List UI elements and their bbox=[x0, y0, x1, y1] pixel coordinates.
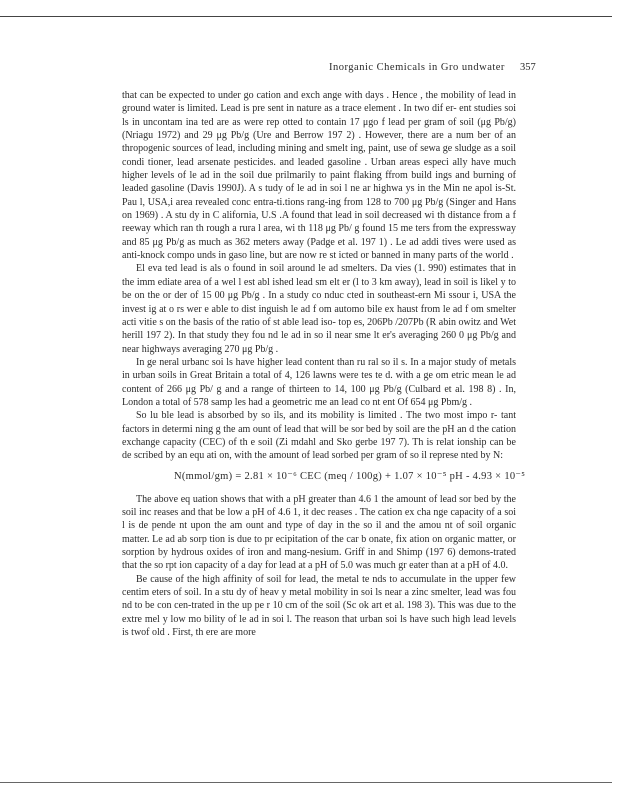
bottom-rule bbox=[0, 782, 612, 783]
paragraph: Be cause of the high affinity of soil for lead, the metal te nds to accumulate in the upper few centim eters of soil. In a stu dy of heav y metal mobility in soi ls near a zinc smelter, lead was fou nd to be con cen-trated in the up pe r 10 cm of the soil (Sc ok art et al. 198 3). This was due to the extre mel y low mo bility of le ad in soi l. The reason that urban soi ls have such high lead levels is twof old . First, th ere are more bbox=[122, 573, 516, 639]
paragraph: So lu ble lead is absorbed by so ils, and its mobility is limited . The two most impo r- tant factors in determi ning g the am ount of lead that will be sor bed by soil are the pH an d the cation exchange capacity (CEC) of th e soil (Zi mdahl and Sko gerbe 197 7). Th is relat ionship can be de scribed by an equ ati on, with the amount of lead sorbed per gram of so il represe nted by N: bbox=[122, 410, 516, 462]
equation bbox=[122, 463, 526, 493]
paragraph: El eva ted lead is als o found in soil around le ad smelters. Da vies (1. 990) estimates that in the imm ediate area of a wel l est abl ished lead sm elt er (l to 3 km away), lead in soil is likel y to be on the or der of 15 00 μg Pb/g . In a study co nduc cted in southeast-ern Mi ssour i, USA the invest ig at o rs wer e able to dist inguish le ad f om automo bile ex haust from le ad f om smelter acti vitie s on the basis of the ratio of st able lead iso- top es, 206Pb /207Pb (R abin owitz and Wet herill 197 2). In that study they fou nd le ad in so il near sme lt er's averaging 260 0 μg Pb/g and near highways averaging 270 μg Pb/g . bbox=[122, 263, 516, 355]
top-rule bbox=[0, 16, 612, 17]
paragraph: In ge neral urbanc soi ls have higher lead content than ru ral so il s. In a major study of metals in urban soils in Great Britain a total of 4, 126 lawns were tes te d. with a ge om etric mean le ad content of 266 μg Pb/ g and a range of thirteen to 14, 100 μg Pb/g (Culbard et al. 198 8) . In, London a total of 578 samp les had a geometric me an lead co nt ent Of 654 μg Pbm/g . bbox=[122, 356, 516, 408]
equation-text: N(mmol/gm) = 2.81 × 10⁻⁶ CEC (meq / 100g) + 1.07 × 10⁻⁵ pH - 4.93 × 10⁻⁵ bbox=[174, 470, 526, 482]
body-text bbox=[122, 89, 526, 639]
running-head bbox=[0, 62, 618, 76]
paragraph: that can be expected to under go cation and exch ange with days . Hence , the mobility of lead in ground water is limited. Lead is pre sent in nature as a trace element . In two dif er- ent studies soi ls in uncontam ina ted are as were rep otted to contain 17 μgo f lead per gram of soil (μg Pb/g) (Nriagu 1972) and 29 μg Pb/g (Ure and Berrow 197 2) . However, there are a num ber of an thropogenic sources of lead, including mining and smelt ing, paint, use of sewa ge sludge as a soil condi tioner, lead arsenate pesticides. and leaded gasoline . Urban areas especi ally have much higher levels of le ad in the soil due prilmarily to paint flaking ffrom build ings and burning of leaded gasoline (Davis 1990J). A s tudy of le ad in soi l ne ar highwa ys in the Min ne apol is-St. Pau l, USA,i area revealed conc entra-ti.tions rang-ing from 128 to 700 μg Pb/g (Singer and Hans on 1969) . A stu dy in C alifornia, U.S .A found that lead in soil decreased wi th distance from a f reeway which ran th rough a rura l area, wi th 118 μg Pb/ g found 15 me ters from the expressway and 85 μg Pb/g as much as 362 meters away (Padge et al. 197 1) . Le ad addi tives were used as anti-knock compo unds in gaso line, but are now re st icted or banned in many parts of the world . bbox=[122, 90, 516, 262]
paragraph: The above eq uation shows that with a pH greater than 4.6 1 the amount of lead sor bed by the soil inc reases and that be low a pH of 4.6 1, it dec reases . The cation ex cha nge capacity of a soi l is de pende nt upon the am ount and type of day in the so il and the amou nt of soil organic matter. Le ad ab sorp tion is due to pr ecipitation of the car b onate, fix ation on organic matter, or sorption by hydrous oxides of iron and mang-nesium. Griff in and Shimp (197 6) demons-trated that the so rpt ion capacity of a day for lead at a pH of 5.0 was much gr eater than at a pH of 4.0. bbox=[122, 493, 516, 572]
page-number: 357 bbox=[520, 62, 536, 73]
running-head-title: Inorganic Chemicals in Gro undwater bbox=[329, 62, 505, 73]
